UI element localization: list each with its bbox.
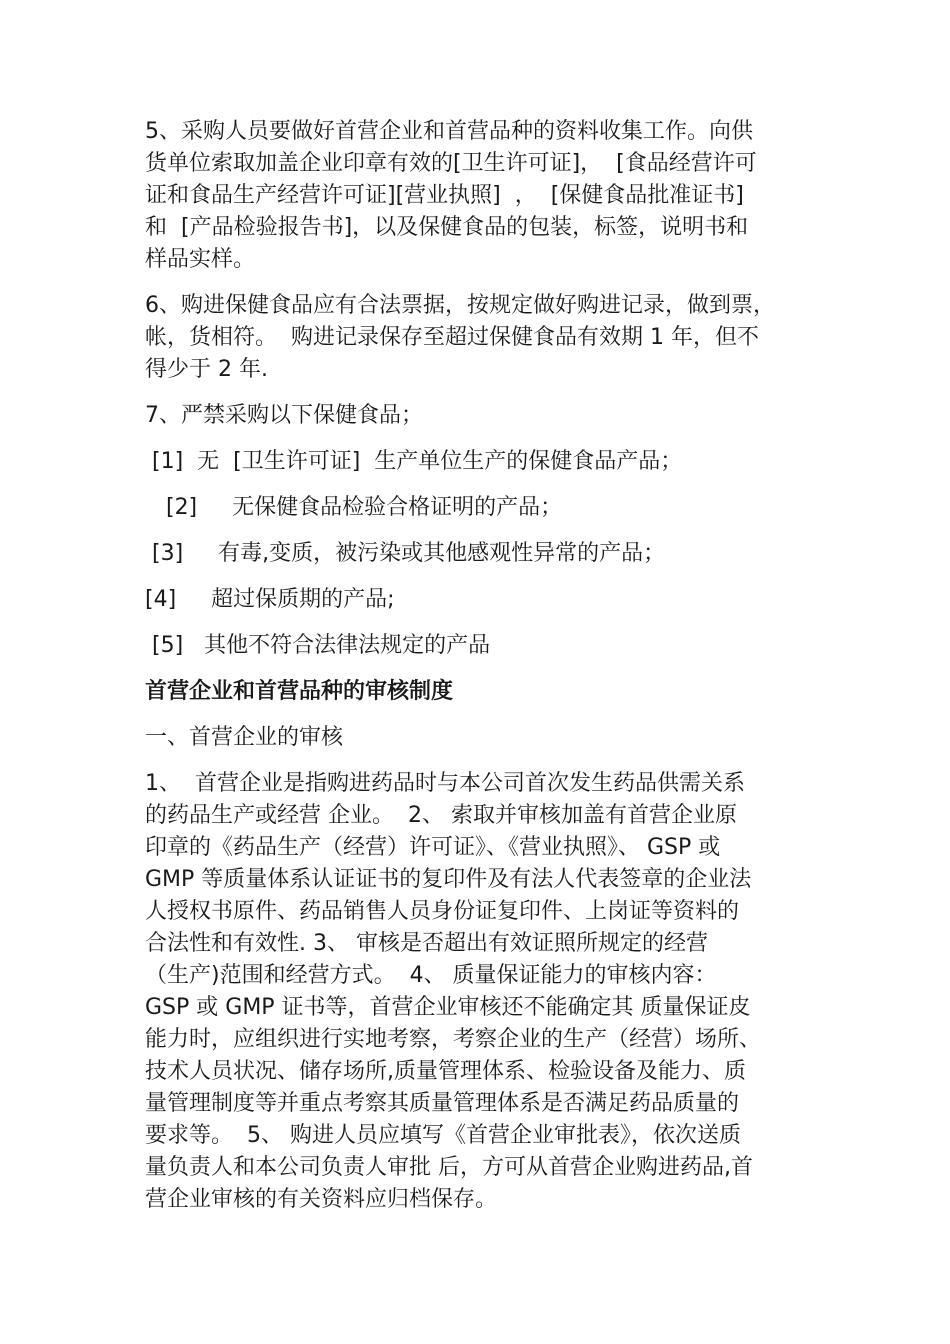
list-item-5: [5] 其他不符合法律法规定的产品 [145,633,491,658]
list-item-1: [1] 无 [卫生许可证] 生产单位生产的保健食品产品； [145,449,683,474]
text-line: 得少于 2 年. [145,357,268,382]
text-line: （生产)范围和经营方式。 4、 质量保证能力的审核内容： [145,963,717,988]
text-line: 和 [产品检验报告书]，以及保健食品的包装，标签，说明书和 [145,215,749,240]
text-line: 技术人员状况、储存场所,质量管理体系、检验设备及能力、质 [145,1059,746,1084]
paragraph-7 [145,400,810,432]
text-line: 6、购进保健食品应有合法票据，按规定做好购进记录，做到票， [145,293,775,318]
paragraph-first-enterprise-review [145,768,810,1216]
subsection-text: 一、首营企业的审核 [145,725,344,750]
text-line: 量管理制度等并重点考察其质量管理体系是否满足药品质量的 [145,1091,740,1116]
text-line: 印章的《药品生产（经营）许可证》、《营业执照》、 GSP 或 [145,835,721,860]
text-line: GSP 或 GMP 证书等，首营企业审核还不能确定其 质量保证皮 [145,995,751,1020]
text-line: 1、 首营企业是指购进药品时与本公司首次发生药品供需关系 [145,771,745,796]
text-line: 能力时，应组织进行实地考察，考察企业的生产（经营）场所、 [145,1027,762,1052]
document-body [145,116,810,1230]
text-line: 营企业审核的有关资料应归档保存。 [145,1187,498,1212]
text-line: 的药品生产或经营 企业。 2、 索取并审核加盖有首营企业原 [145,803,737,828]
text-line: 人授权书原件、药品销售人员身份证复印件、上岗证等资料的 [145,899,740,924]
text-line: 合法性和有效性. 3、 审核是否超出有效证照所规定的经营 [145,931,708,956]
paragraph-5 [145,116,810,276]
text-line: 7、严禁采购以下保健食品； [145,403,423,428]
text-line: 货单位索取加盖企业印章有效的[卫生许可证]， [食品经营许可 [145,151,757,176]
list-item-4: [4] 超过保质期的产品; [145,587,395,612]
text-line: 量负责人和本公司负责人审批 后，方可从首营企业购进药品,首 [145,1155,753,1180]
subsection-title [145,722,810,754]
list-item-2: [2] 无保健食品检验合格证明的产品； [145,495,563,520]
text-line: 5、采购人员要做好首营企业和首营品种的资料收集工作。向供 [145,119,753,144]
text-line: 要求等。 5、 购进人员应填写《首营企业审批表》，依次送质 [145,1123,741,1148]
section-heading [145,676,810,708]
text-line: 证和食品生产经营许可证][营业执照] ， [保健食品批准证书] [145,183,744,208]
text-line: 帐，货相符。 购进记录保存至超过保健食品有效期 1 年，但不 [145,325,759,350]
list-item-3: [3] 有毒,变质，被污染或其他感观性异常的产品； [145,541,666,566]
heading-text: 首营企业和首营品种的审核制度 [145,679,454,704]
paragraph-6 [145,290,810,386]
text-line: 样品实样。 [145,247,256,272]
text-line: GMP 等质量体系认证证书的复印件及有法人代表签章的企业法 [145,867,752,892]
